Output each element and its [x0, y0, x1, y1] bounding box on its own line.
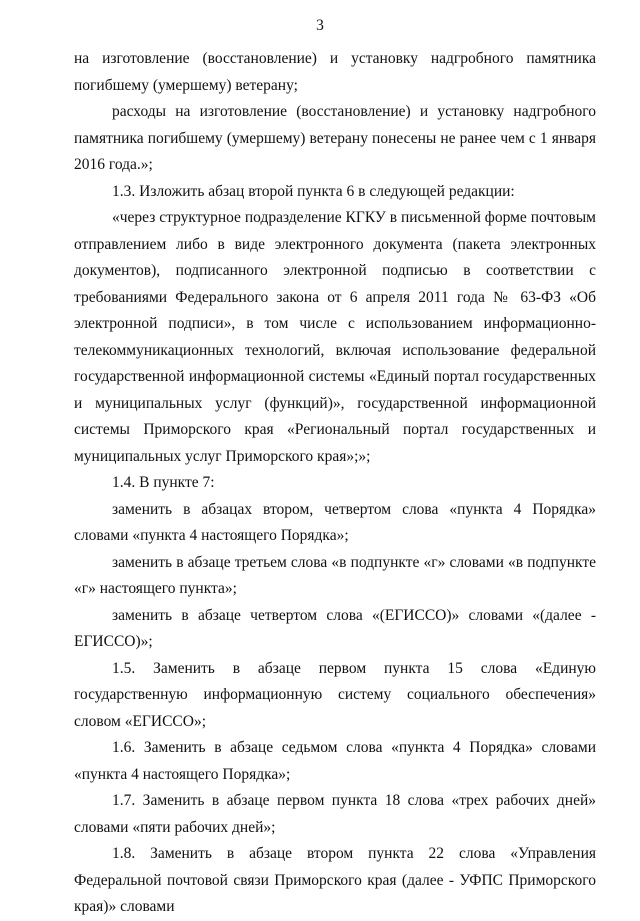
paragraph-7: заменить в абзаце третьем слова «в подпункте «г» словами «в подпункте «г» настоящего пункта»; [74, 553, 596, 597]
paragraph-11: 1.7. Заменить в абзаце первом пункта 18 слова «трех рабочих дней» словами «пяти рабочих дней»; [74, 792, 596, 836]
paragraph-1: на изготовление (восстановление) и установку надгробного памятника погибшему (умершему) ветерану; [74, 50, 596, 94]
paragraph-5: 1.4. В пункте 7: [112, 474, 215, 491]
paragraph-12: 1.8. Заменить в абзаце втором пункта 22 слова «Управления Федеральной почтовой связи Приморского края (далее - УФПС Приморского края)» словами [74, 845, 596, 915]
paragraph-8: заменить в абзаце четвертом слова «(ЕГИССО)» словами «(далее - ЕГИССО)»; [74, 606, 596, 650]
paragraph-9: 1.5. Заменить в абзаце первом пункта 15 слова «Единую государственную информационную систему социального обеспечения» словом «ЕГИССО»; [74, 659, 596, 730]
document-body [74, 46, 596, 921]
paragraph-4: «через структурное подразделение КГКУ в письменной форме почтовым отправлением либо в виде электронного документа (пакета электронных документов), подписанного электронной подписью в соответствии с требованиями Федерального закона от 6 апреля 2011 года № 63-ФЗ «Об электронной подписи», в том числе с использованием информационно-телекоммуникационных технологий, включая использование федеральной государственной информационной системы «Единый портал государственных и муниципальных услуг (функций)», государственной информационной системы Приморского края «Региональный портал государственных и муниципальных услуг Приморского края»;»; [74, 209, 596, 465]
paragraph-6: заменить в абзацах втором, четвертом слова «пункта 4 Порядка» словами «пункта 4 настоящего Порядка»; [74, 500, 596, 544]
paragraph-10: 1.6. Заменить в абзаце седьмом слова «пункта 4 Порядка» словами «пункта 4 настоящего Порядка»; [74, 739, 596, 783]
page-number: 3 [316, 17, 324, 34]
paragraph-2: расходы на изготовление (восстановление) и установку надгробного памятника погибшему (умершему) ветерану понесены не ранее чем с 1 января 2016 года.»; [74, 103, 596, 173]
paragraph-3: 1.3. Изложить абзац второй пункта 6 в следующей редакции: [112, 182, 515, 200]
